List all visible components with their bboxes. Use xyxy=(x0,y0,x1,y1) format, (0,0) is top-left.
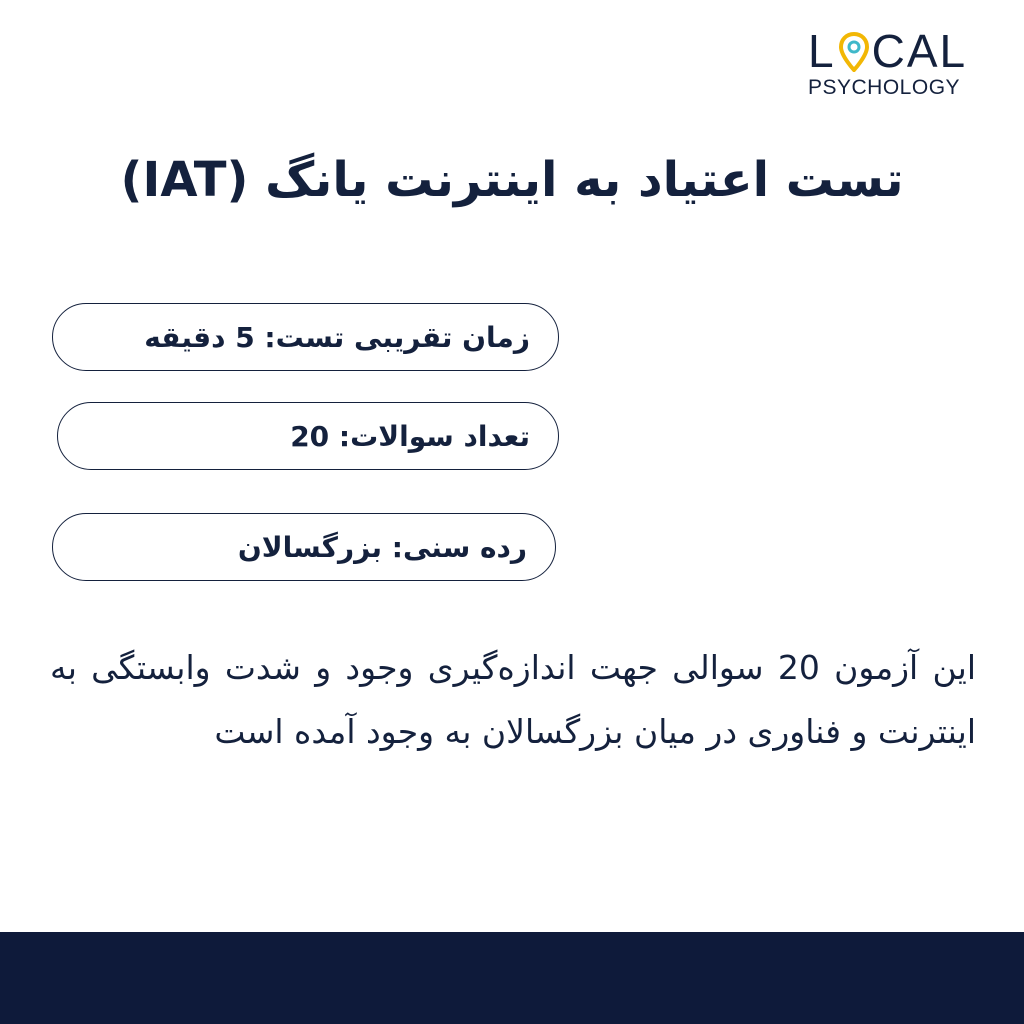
logo-letters-cal: CAL xyxy=(871,25,968,77)
duration-badge xyxy=(52,303,559,371)
logo-letter-l: L xyxy=(808,25,836,77)
logo-subtitle: PSYCHOLOGY xyxy=(808,76,961,99)
age-range-label: رده سنی: بزرگسالان xyxy=(237,530,527,564)
test-description: این آزمون 20 سوالی جهت اندازه‌گیری وجود و شدت وابستگی به اینترنت و فناوری در میان بزرگسالان به وجود آمده است xyxy=(50,648,976,751)
questions-count-badge xyxy=(57,402,559,470)
duration-label: زمان تقریبی تست: 5 دقیقه xyxy=(144,320,530,354)
logo-wordmark xyxy=(808,25,978,77)
page-title: تست اعتیاد به اینترنت یانگ (IAT) xyxy=(120,152,904,208)
age-range-badge xyxy=(52,513,556,581)
map-pin-icon xyxy=(838,32,870,72)
brand-logo xyxy=(808,25,978,100)
questions-count-label: تعداد سوالات: 20 xyxy=(290,419,530,453)
footer-bar xyxy=(0,932,1024,1024)
